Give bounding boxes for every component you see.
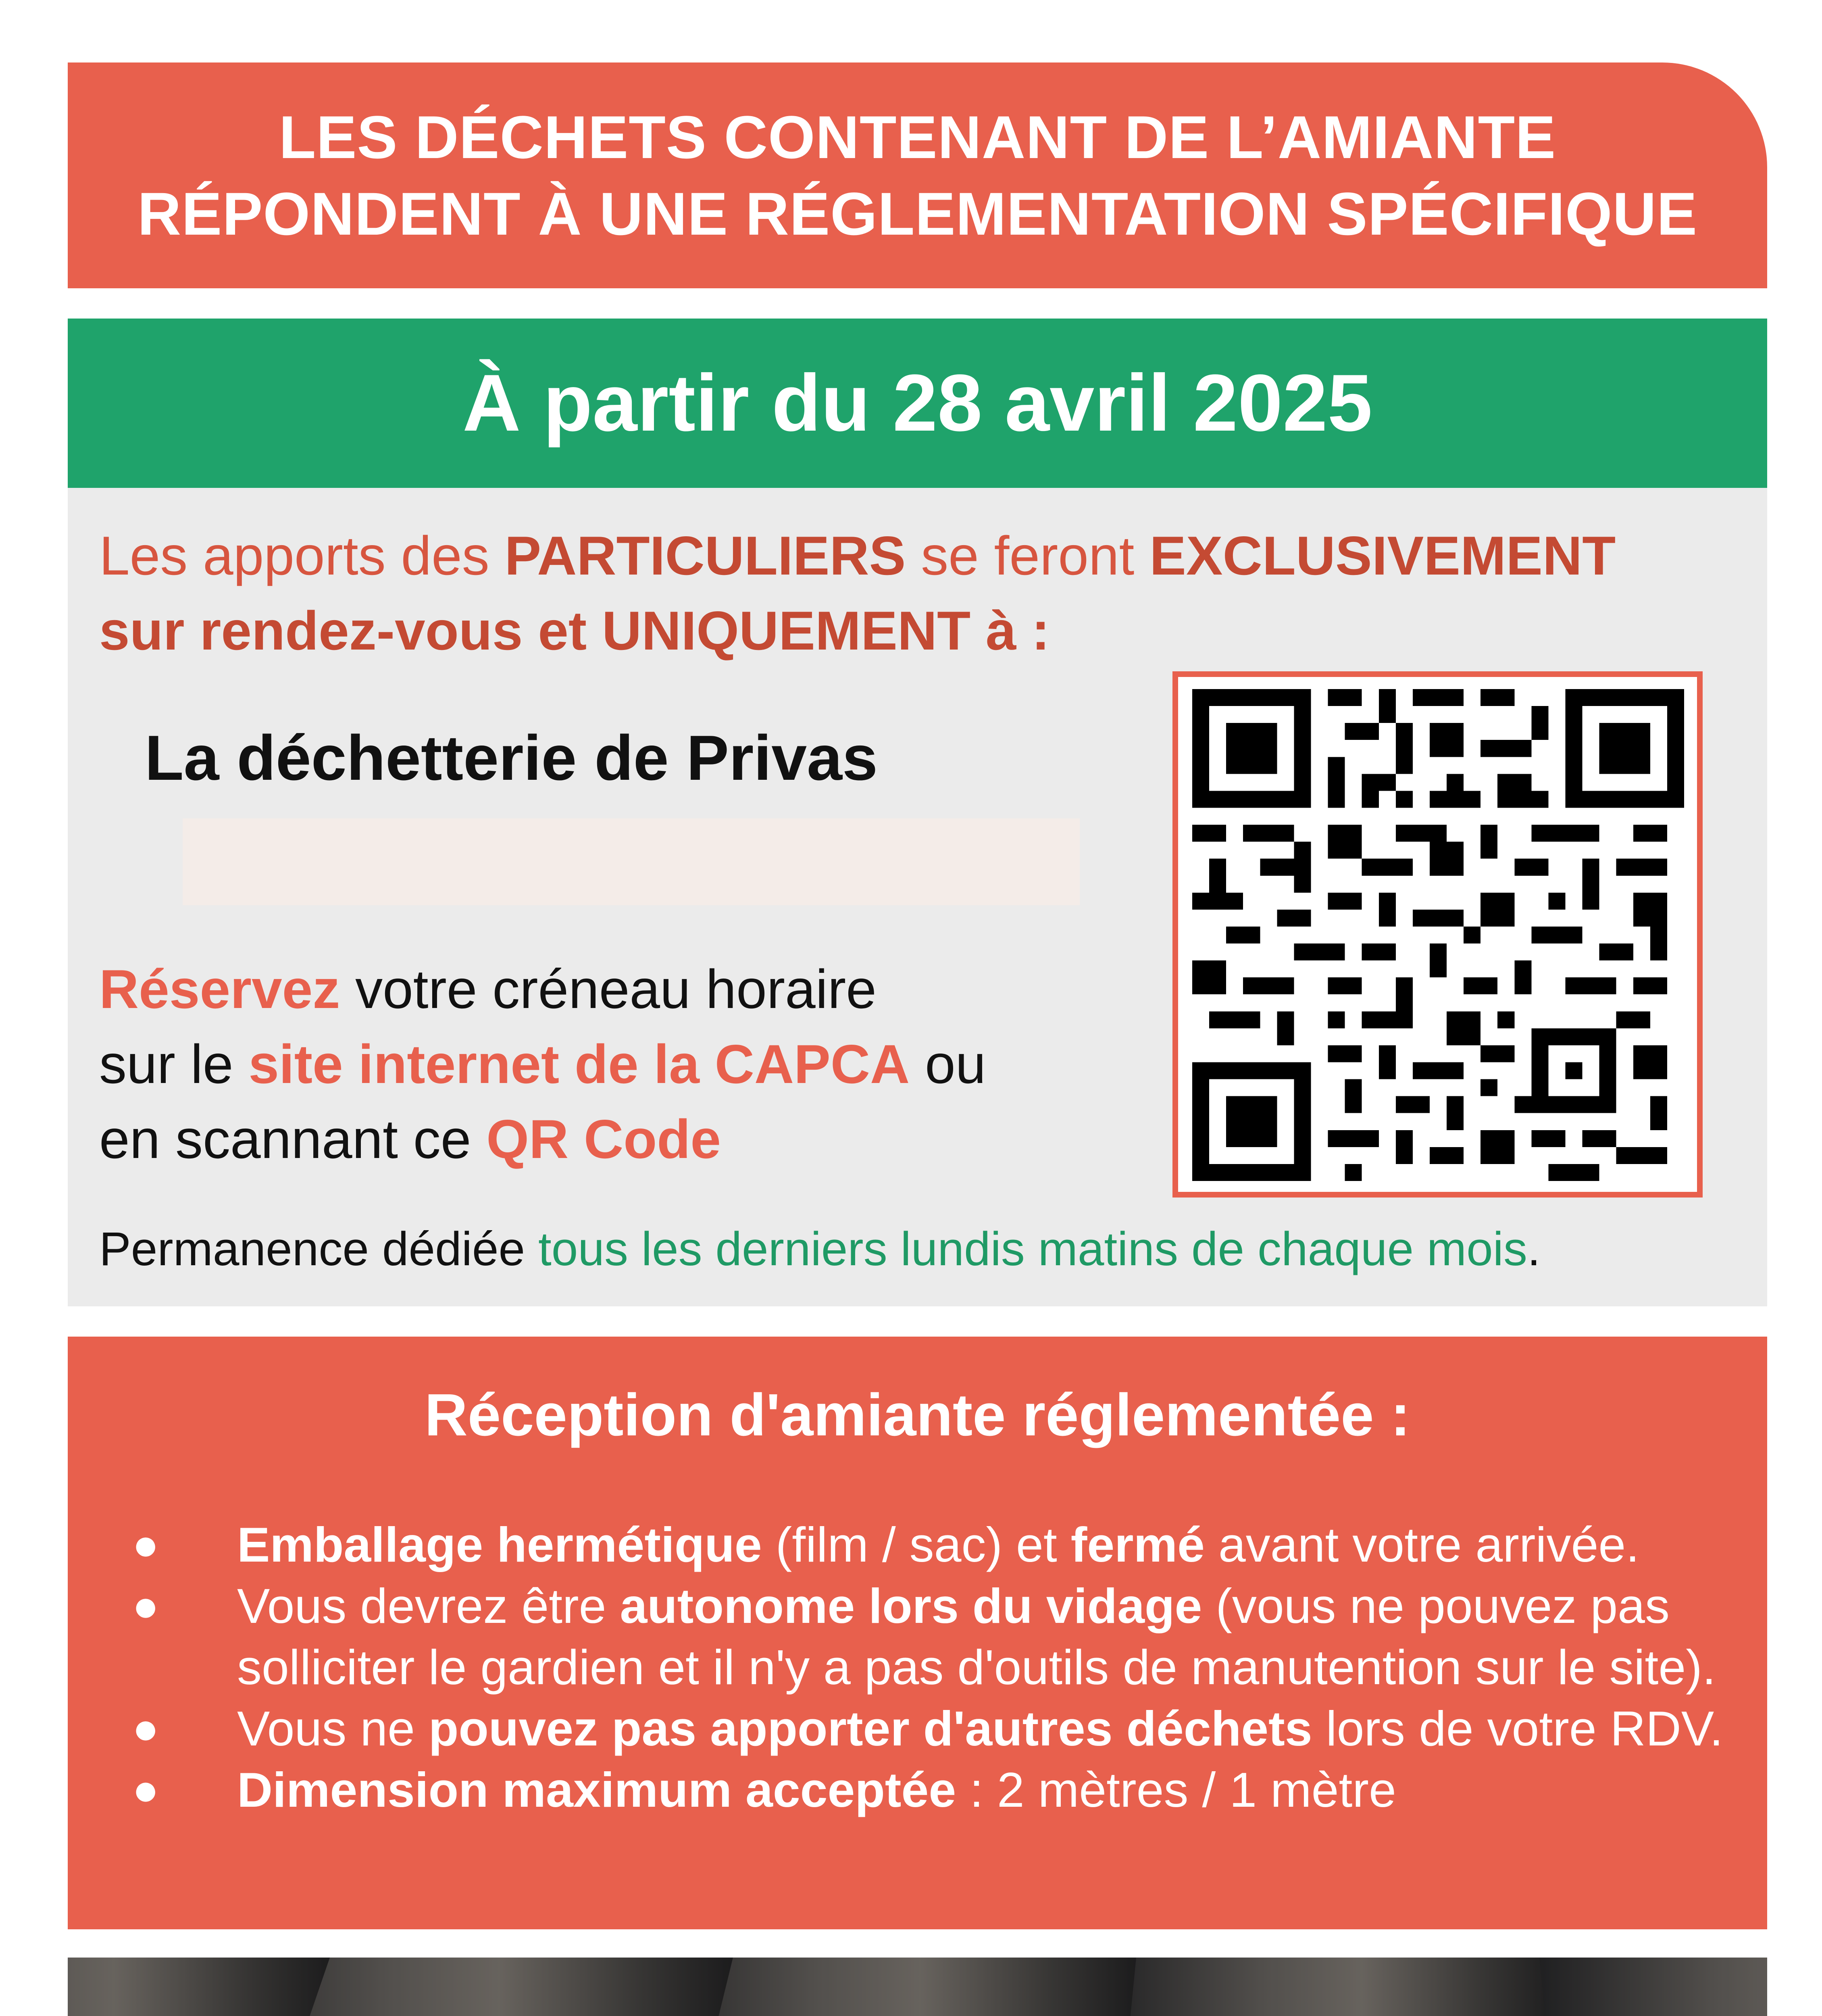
list-item xyxy=(132,1759,1725,1820)
intro-particuliers: PARTICULIERS xyxy=(504,525,906,586)
intro-text xyxy=(99,518,1752,668)
list-item xyxy=(132,1698,1725,1759)
header-line-1: LES DÉCHETS CONTENANT DE L’AMIANTE xyxy=(279,103,1556,171)
rule-2-text-1: Vous devrez être xyxy=(237,1579,620,1633)
bullet-icon: ● xyxy=(132,1765,159,1814)
rule-1-text-1: (film / sac) et xyxy=(762,1517,1071,1572)
qr-code[interactable] xyxy=(1172,671,1703,1198)
booking-site-link[interactable]: site internet de la CAPCA xyxy=(248,1033,910,1095)
intro-text-2: se feront xyxy=(906,525,1150,586)
rule-4-text-1: : 2 mètres / 1 mètre xyxy=(956,1762,1396,1817)
blank-field xyxy=(183,818,1080,905)
rule-3-bold-1: pouvez pas apporter d'autres déchets xyxy=(428,1701,1312,1756)
rule-1-text-2: avant votre arrivée. xyxy=(1205,1517,1640,1572)
rule-2-text-2: (vous ne pouvez pas solliciter le gardien et il n'y a pas d'outils de manutention sur le site). xyxy=(237,1579,1716,1695)
booking-text-4: en scannant ce xyxy=(99,1108,487,1170)
permanence-text-2: . xyxy=(1527,1223,1541,1276)
rules-list xyxy=(132,1514,1725,1820)
rule-1-bold-1: Emballage hermétique xyxy=(237,1517,762,1572)
rule-3-text-2: lors de votre RDV. xyxy=(1312,1701,1723,1756)
info-panel xyxy=(68,488,1767,1306)
booking-reservez: Réservez xyxy=(99,958,340,1020)
header-banner xyxy=(68,62,1767,288)
intro-rendezvous: sur rendez-vous et UNIQUEMENT à : xyxy=(99,600,1050,661)
qr-code-icon xyxy=(1190,689,1686,1181)
booking-text-2: sur le xyxy=(99,1033,249,1095)
list-item xyxy=(132,1514,1725,1575)
date-banner: À partir du 28 avril 2025 xyxy=(68,319,1767,488)
bullet-icon: ● xyxy=(132,1704,159,1753)
intro-exclusivement: EXCLUSIVEMENT xyxy=(1149,525,1616,586)
rule-4-bold-1: Dimension maximum acceptée xyxy=(237,1762,956,1817)
permanence-text-1: Permanence dédiée xyxy=(99,1223,538,1276)
bullet-icon: ● xyxy=(132,1520,159,1569)
rules-title: Réception d'amiante réglementée : xyxy=(425,1382,1410,1448)
site-name: La déchetterie de Privas xyxy=(145,723,878,793)
bullet-icon: ● xyxy=(132,1581,159,1631)
corrugated-roof-image xyxy=(68,1958,1767,2016)
booking-text-3: ou xyxy=(910,1033,986,1095)
rule-1-bold-2: fermé xyxy=(1070,1517,1205,1572)
permanence-schedule: tous les derniers lundis matins de chaque mois xyxy=(538,1223,1528,1276)
asbestos-photo-banner xyxy=(68,1958,1767,2016)
booking-text xyxy=(99,952,1147,1177)
permanence-text xyxy=(99,1222,1752,1277)
rules-panel xyxy=(68,1337,1767,1929)
list-item xyxy=(132,1575,1725,1698)
booking-qr-label: QR Code xyxy=(486,1108,721,1170)
intro-text-1: Les apports des xyxy=(99,525,505,586)
rule-3-text-1: Vous ne xyxy=(237,1701,429,1756)
booking-text-1: votre créneau horaire xyxy=(340,958,877,1020)
header-line-2: RÉPONDENT À UNE RÉGLEMENTATION SPÉCIFIQUE xyxy=(137,180,1697,248)
rule-2-bold-1: autonome lors du vidage xyxy=(620,1579,1202,1633)
